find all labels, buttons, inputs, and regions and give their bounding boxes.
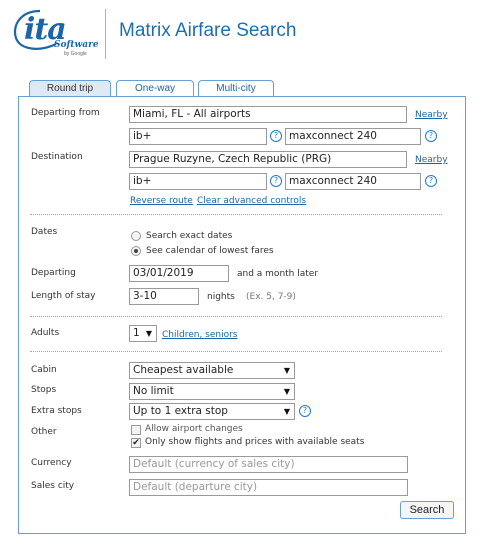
destination-nearby-link[interactable]: Nearby [415, 155, 448, 165]
calendar-fares-label: See calendar of lowest fares [146, 246, 274, 256]
clear-advanced-controls-link[interactable]: Clear advanced controls [197, 196, 307, 206]
departing-from-label: Departing from [31, 108, 100, 118]
departing-date-label: Departing [31, 268, 76, 278]
currency-input[interactable]: Default (currency of sales city) [129, 456, 408, 473]
stops-value: No limit [133, 385, 174, 397]
departing-nearby-link[interactable]: Nearby [415, 110, 448, 120]
exact-dates-label: Search exact dates [146, 231, 233, 241]
sales-city-label: Sales city [31, 481, 75, 491]
departing-routing-input[interactable]: ib+ [129, 128, 267, 145]
stops-label: Stops [31, 385, 57, 395]
destination-routing-help-icon[interactable]: ? [270, 175, 282, 187]
allow-airport-changes-checkbox[interactable] [131, 425, 141, 435]
chevron-down-icon: ▼ [283, 407, 290, 416]
header-divider [105, 9, 106, 59]
section-divider [30, 316, 442, 317]
length-of-stay-input[interactable]: 3-10 [129, 288, 199, 305]
departing-extension-input[interactable]: maxconnect 240 [285, 128, 421, 145]
extra-stops-select[interactable] [129, 403, 295, 420]
departing-from-input[interactable]: Miami, FL - All airports [129, 106, 407, 123]
dates-label: Dates [31, 227, 58, 237]
adults-label: Adults [31, 328, 60, 338]
currency-label: Currency [31, 458, 72, 468]
extra-stops-label: Extra stops [31, 406, 82, 416]
available-seats-checkbox[interactable]: ✔ [132, 438, 140, 448]
cabin-select[interactable] [129, 362, 295, 379]
extra-stops-value: Up to 1 extra stop [133, 405, 228, 417]
chevron-down-icon: ▼ [145, 329, 152, 338]
logo-text: ita [24, 12, 66, 47]
section-divider [30, 351, 442, 352]
departing-extension-help-icon[interactable]: ? [425, 130, 437, 142]
adults-value: 1 [133, 327, 140, 339]
departing-date-input[interactable]: 03/01/2019 [129, 265, 229, 282]
tab-one-way[interactable]: One-way [116, 80, 194, 96]
length-of-stay-example: (Ex. 5, 7-9) [246, 292, 296, 302]
adults-select[interactable] [129, 325, 157, 342]
tab-round-trip[interactable]: Round trip [29, 80, 111, 96]
sales-city-input[interactable]: Default (departure city) [129, 479, 408, 496]
destination-routing-input[interactable]: ib+ [129, 173, 267, 190]
section-divider [30, 214, 442, 215]
reverse-route-link[interactable]: Reverse route [130, 196, 193, 206]
allow-airport-changes-label: Allow airport changes [145, 424, 243, 434]
length-of-stay-label: Length of stay [31, 291, 96, 301]
ita-software-logo [10, 6, 98, 60]
logo-subtext: Software [54, 40, 99, 50]
exact-dates-radio[interactable] [131, 231, 141, 241]
length-of-stay-unit: nights [207, 292, 235, 302]
extra-stops-help-icon[interactable]: ? [299, 405, 311, 417]
cabin-value: Cheapest available [133, 364, 234, 376]
cabin-label: Cabin [31, 365, 57, 375]
tab-multi-city[interactable]: Multi-city [198, 80, 274, 96]
chevron-down-icon: ▼ [283, 366, 290, 375]
chevron-down-icon: ▼ [283, 387, 290, 396]
search-button[interactable]: Search [400, 501, 454, 519]
destination-input[interactable]: Prague Ruzyne, Czech Republic (PRG) [129, 151, 407, 168]
children-seniors-link[interactable]: Children, seniors [162, 330, 238, 340]
other-label: Other [31, 427, 57, 437]
departing-date-note: and a month later [237, 269, 319, 279]
destination-extension-input[interactable]: maxconnect 240 [285, 173, 421, 190]
available-seats-label: Only show flights and prices with available seats [145, 437, 365, 447]
destination-extension-help-icon[interactable]: ? [425, 175, 437, 187]
logo-google-text: by Google [64, 51, 87, 57]
destination-label: Destination [31, 152, 83, 162]
page-title: Matrix Airfare Search [119, 20, 297, 41]
departing-routing-help-icon[interactable]: ? [270, 130, 282, 142]
calendar-fares-radio[interactable] [131, 246, 141, 256]
stops-select[interactable] [129, 383, 295, 400]
